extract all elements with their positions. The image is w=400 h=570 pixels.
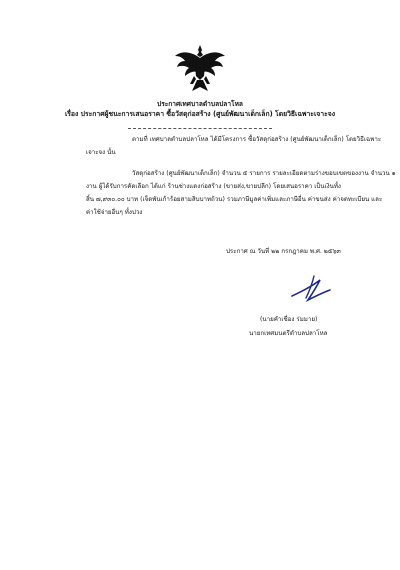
paragraph-2-line-3: สิ้น ๗,๙๓๐.๐๐ บาท (เจ็ดพันเก้าร้อยสามสิบบาทถ้วน) รวมภาษีมูลค่าเพิ่มและภาษีอื่น ค่าขนส่ง ค่าจดทะเบียน และ <box>86 196 383 203</box>
paragraph-1-line-2: เจาะจง นั้น <box>86 149 116 156</box>
divider <box>128 128 272 129</box>
signer-name: (นายคำเชื่อง ร่มมาย) <box>260 316 318 323</box>
paragraph-2-line-1: วัสดุก่อสร้าง (ศูนย์พัฒนาเด็กเล็ก) จำนวน ๕ รายการ รายละเอียดตามร่างขอบเขตของงาน จำนวน ๑ <box>132 170 396 177</box>
announcement-date: ประกาศ ณ วันที่ ๒๒ กรกฎาคม พ.ศ. ๒๕๖๓ <box>226 248 341 255</box>
paragraph-2-line-2: งาน ผู้ได้รับการคัดเลือก ได้แก่ ร้านช่างแดงก่อสร้าง (ขายส่ง,ขายปลีก) โดยเสนอราคา เป็นเงินทั้ง <box>86 183 341 190</box>
signature-mark <box>286 270 334 306</box>
paragraph-2-line-4: ค่าใช้จ่ายอื่นๆ ทั้งปวง <box>86 209 143 216</box>
document-subject: เรื่อง ประกาศผู้ชนะการเสนอราคา ซื้อวัสดุก่อสร้าง (ศูนย์พัฒนาเด็กเล็ก) โดยวิธีเฉพาะเจาะจง <box>64 110 336 118</box>
signer-title: นายกเทศมนตรีตำบลปลาโหล <box>249 330 328 337</box>
paragraph-1-line-1: ตามที่ เทศบาลตำบลปลาโหล ได้มีโครงการ ซื้อวัสดุก่อสร้าง (ศูนย์พัฒนาเด็กเล็ก) โดยวิธีเฉพาะ <box>132 136 382 143</box>
garuda-emblem-icon <box>174 44 226 92</box>
office-heading: ประกาศเทศบาลตำบลปลาโหล <box>157 100 243 108</box>
